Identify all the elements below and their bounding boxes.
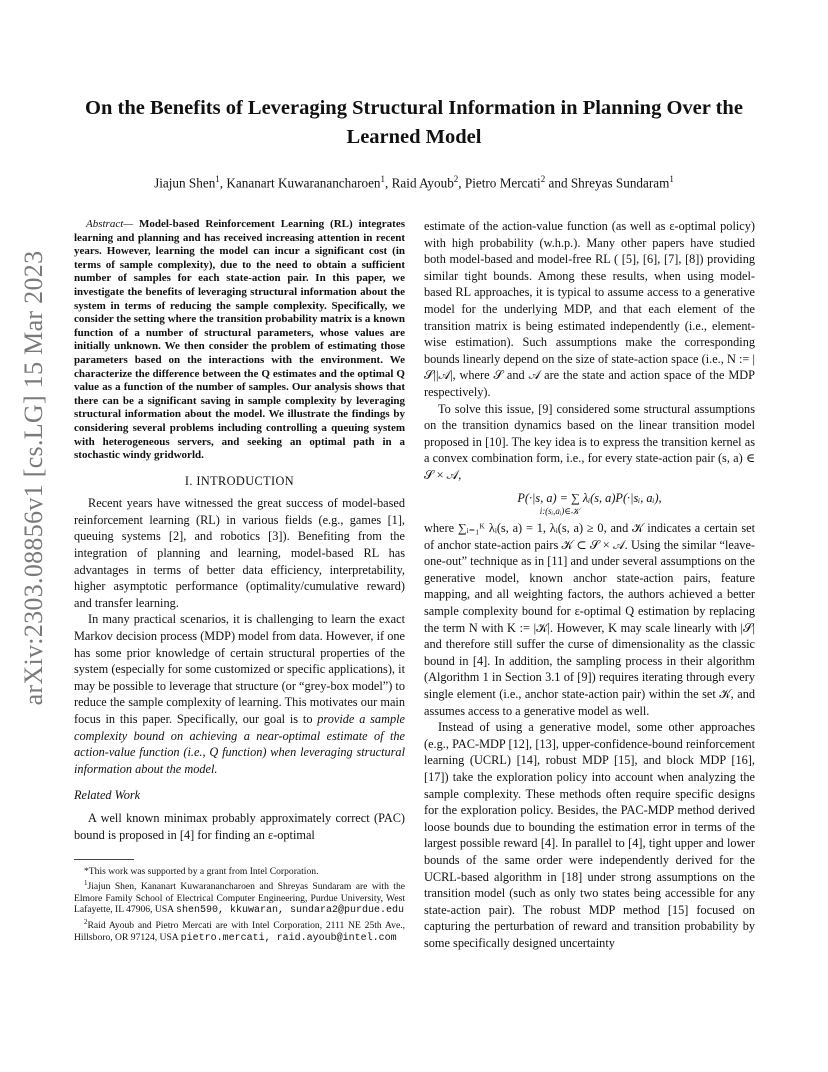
equation-transition-kernel: [424, 490, 755, 517]
related-work-paragraph: A well known minimax probably approximately correct (PAC) bound is proposed in [4] for finding an ε-optimal: [74, 810, 405, 842]
footnote-email-2: pietro.mercati, raid.ayoub@intel.com: [180, 932, 397, 944]
footnote-mark: 1: [84, 878, 88, 887]
footnote-funding: *This work was supported by a grant from Intel Corporation.: [84, 866, 319, 878]
footnote-affiliation-1: [74, 878, 405, 917]
section-heading-introduction: I. INTRODUCTION: [184, 473, 295, 488]
intro-paragraph-2: [74, 611, 405, 777]
affiliation-mark: 2: [453, 174, 459, 184]
abstract-label: Abstract: [86, 218, 124, 230]
arxiv-stamp: [14, 250, 54, 706]
author-list: [60, 174, 768, 191]
footnote-affiliation-1-text: Jiajun Shen, Kananart Kuwaranancharoen and Shreyas Sundaram are with the Elmore Family School of Electrical Computer Engineering, Purdue University, West Lafayette, IL 47906, USA: [74, 880, 405, 916]
author-name: Raid Ayoub: [391, 175, 454, 191]
paper-title: On the Benefits of Leveraging Structural Information in Planning Over the Learned Model: [85, 97, 743, 148]
right-column: [424, 218, 755, 952]
author-name: Shreyas Sundaram: [570, 175, 670, 191]
subsection-heading-related-work: Related Work: [74, 788, 141, 803]
right-paragraph-1: estimate of the action-value function (as well as ε-optimal policy) with high probability (w.h.p.). Many other papers have studied both model-based and model-free RL ( [5], [6], [7], [8]) providing similar tight bounds. Among these results, when using model-based RL approaches, it is typical to assume access to a generative model for the underlying MDP, and that each element of the transition matrix is being estimated independently (i.e., element-wise estimation). Such assumptions make the corresponding bounds linearly depend on the size of state-action space (i.e., N := |𝒮||𝒜|, where 𝒮 and 𝒜 are the state and action space of the MDP respectively).: [424, 219, 755, 399]
author-name: Jiajun Shen: [154, 175, 216, 191]
abstract: Abstract— Model-based Reinforcement Learning (RL) integrates learning and planning and has received increasing attention in recent years. However, learning the model can incur a significant cost (in terms of sample complexity), due to the need to obtain a sufficient number of samples for each state-action pair. In this paper, we investigate the benefits of leveraging structural information about the system in terms of reducing the sample complexity. Specifically, we consider the setting where the transition probability matrix is a known function of a number of structural parameters, whose values are initially unknown. We then consider the problem of estimating those parameters based on the interactions with the environment. We characterize the difference between the Q estimates and the optimal Q value as a function of the number of samples. Our analysis shows that there can be a significant saving in sample complexity by leveraging structural information about the model. We illustrate the findings by considering several problems including controlling a queuing system with heterogeneous servers, and seeking an optimal path in a stochastic windy gridworld.: [74, 218, 405, 462]
intro-paragraph-2-text: In many practical scenarios, it is challenging to learn the exact Markov decision process (MDP) model from data. However, if one has some prior knowledge of certain structural properties of the system (especially for some customized or specific applications), it may be possible to leverage that structure (or “grey-box model”) to reduce the sample complexity of learning. This motivates our main focus in this paper. Specifically, our goal is to: [74, 612, 405, 726]
footnote-mark: 2: [84, 917, 88, 926]
author-separator: ,: [458, 175, 465, 191]
right-paragraph-2: To solve this issue, [9] considered some structural assumptions on the transition dynamics based on the linear transition model proposed in [10]. The key idea is to express the transition kernel as a convex combination form, i.e., for every state-action pair (s, a) ∈ 𝒮 × 𝒜,: [424, 401, 755, 482]
affiliation-mark: 1: [669, 174, 674, 184]
arxiv-stamp-text: arXiv:2303.08856v1 [cs.LG] 15 Mar 2023: [19, 250, 48, 706]
right-paragraph-4: Instead of using a generative model, some other approaches (e.g., PAC-MDP [12], [13], upper-confidence-bound reinforcement learning (UCRL) [14], robust MDP [15], and block MDP [16], [17]) take the exploration policy into account when analyzing the sample complexity. These methods often require specific designs for the exploration policy. Besides, the PAC-MDP method derived loose bounds due to bounding the estimation error in terms of the largest possible reward [4]. In parallel to [4], tight upper and lower bounds of the same order were independently derived for the UCRL-based algorithm in [18] under strong assumptions on the transition model (such as only two states being accessible for any state-action pair). The robust MDP method [15] focused on capturing the perturbation of reward and transition probability by some specifically designed uncertainty: [424, 720, 755, 950]
author-name: Pietro Mercati: [464, 175, 541, 191]
footnote-affiliation-2-text: Raid Ayoub and Pietro Mercati are with Intel Corporation, 2111 NE 25th Ave., Hillsboro, OR 97124, USA: [74, 919, 405, 943]
affiliation-mark: 2: [540, 174, 546, 184]
author-name: Kananart Kuwaranancharoen: [226, 175, 381, 191]
intro-paragraph-2-emphasis: provide a sample complexity bound on achieving a near-optimal estimate of the action-value function (i.e., Q function) when leveraging structural information about the model.: [74, 712, 405, 776]
author-separator: and: [545, 175, 571, 191]
affiliation-mark: 1: [215, 174, 220, 184]
author-separator: ,: [385, 175, 392, 191]
equation-main: P(·|s, a) = ∑ λᵢ(s, a)P(·|sᵢ, aᵢ),: [517, 490, 662, 505]
affiliation-mark: 1: [380, 174, 386, 184]
abstract-text: Model-based Reinforcement Learning (RL) integrates learning and planning and has received increasing attention in recent years. However, learning the model can incur a significant cost (in terms of sample complexity), due to the need to obtain a sufficient number of samples for each state-action pair. In this paper, we investigate the benefits of leveraging structural information about the system in terms of reducing the sample complexity. Specifically, we consider the setting where the transition probability matrix is a known function of a number of structural parameters, whose values are initially unknown. We then consider the problem of estimating those parameters based on the interactions with the environment. We characterize the difference between the Q estimates and the optimal Q value as a function of the number of samples. Our analysis shows that there can be a significant saving in sample complexity by leveraging structural information about the model. We illustrate the findings by considering several problems including controlling a queuing system with heterogeneous servers, and seeking an optimal path in a stochastic windy gridworld.: [74, 218, 405, 462]
left-column: [74, 218, 405, 944]
footnote-divider: [74, 859, 134, 860]
equation-subscript: i:(sᵢ,aᵢ)∈𝒦: [539, 506, 580, 517]
right-paragraph-3: where ∑ᵢ₌₁ᴷ λᵢ(s, a) = 1, λᵢ(s, a) ≥ 0, and 𝒦 indicates a certain set of anchor state-action pairs 𝒦 ⊂ 𝒮 × 𝒜. Using the similar “leave-one-out” technique as in [11] and under several assumptions on the generative model, known anchor state-action pairs, feature mapping, and all weighting factors, the authors achieved a better sample complexity bound for ε-optimal Q estimation by replacing the term N with K := |𝒦|. However, K may scale linearly with |𝒮| and therefore still suffer the curse of dimensionality as the classic bound in [4]. In addition, the sampling process in their algorithm (Algorithm 1 in Section 3.1 of [9]) requires iterating through every single element (i.e., anchor state-action pair) within the set 𝒦, and assumes access to a generative model as well.: [424, 521, 755, 718]
intro-paragraph-1: Recent years have witnessed the great success of model-based reinforcement learning (RL) in various fields (e.g., games [1], queuing systems [2], and robotics [3]). Benefiting from the integration of planning and learning, model-based RL has advantages in terms of better data efficiency, interpretability, higher asymptotic performance (optimality/cumulative reward) and transfer learning.: [74, 496, 405, 610]
footnote-affiliation-2: [74, 917, 405, 944]
footnote-email-1: shen590, kkuwaran, sundara2@purdue.edu: [175, 905, 404, 917]
author-separator: ,: [219, 175, 227, 191]
